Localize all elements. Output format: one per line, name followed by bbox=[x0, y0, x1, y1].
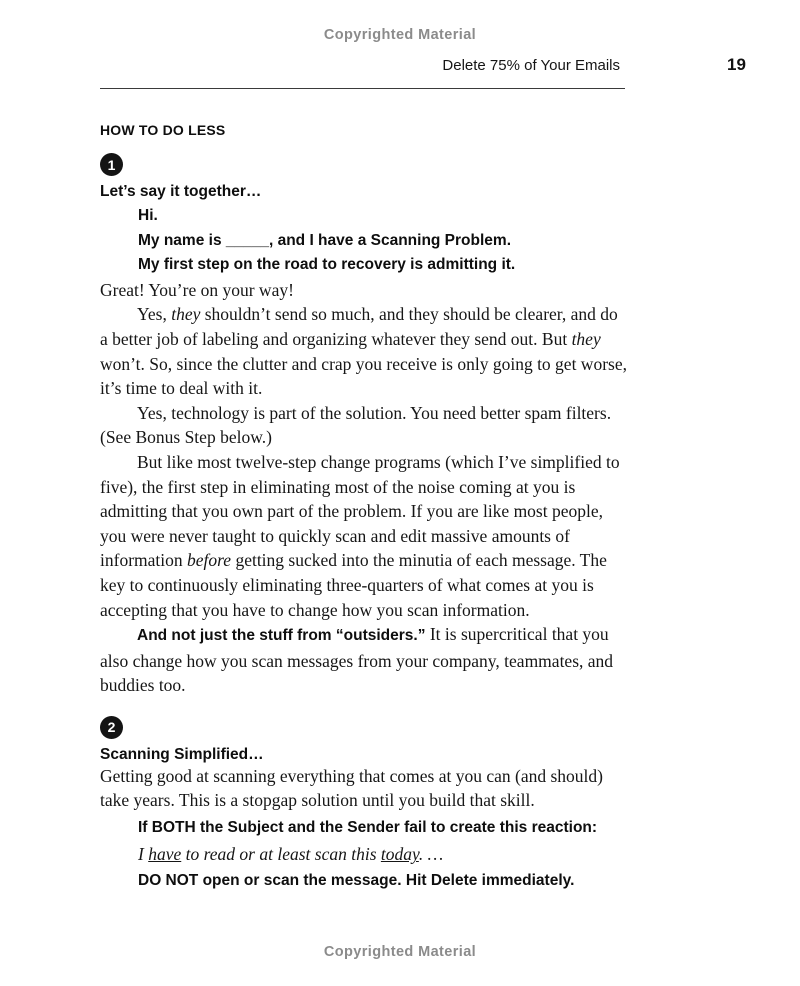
paragraph bbox=[100, 622, 629, 698]
paragraph: Getting good at scanning everything that comes at you can (and should) take years. This is a stopgap solution until you build that skill. bbox=[100, 765, 603, 811]
step-2-title: Scanning Simplified… bbox=[100, 745, 264, 763]
step-1-badge: 1 bbox=[100, 153, 123, 176]
rule-condition: If BOTH the Subject and the Sender fail to create this reaction: bbox=[138, 819, 598, 837]
text-run: shouldn’t send so much, and they should be clearer, and do a better job of labeling and organizing whatever they send out. But bbox=[100, 304, 618, 349]
paragraph: Great! You’re on your way! bbox=[100, 279, 294, 300]
mantra-line: Hi. bbox=[138, 207, 158, 224]
paragraph: Yes, technology is part of the solution. You need better spam filters. (See Bonus Step below.) bbox=[100, 402, 612, 448]
italic-text-run: they bbox=[571, 328, 601, 349]
mantra-line: My first step on the road to recovery is admitting it. bbox=[138, 256, 516, 274]
step-2-badge: 2 bbox=[100, 716, 123, 739]
copyright-notice-bottom: Copyrighted Material bbox=[323, 944, 477, 960]
text-run: It is supercritical that you also change how you scan messages from your company, teammates, and buddies too. bbox=[100, 624, 614, 696]
rule-action: DO NOT open or scan the message. Hit Delete immediately. bbox=[138, 871, 575, 889]
text-run: But like most twelve-step change programs (which I’ve simplified to five), the first step in eliminating most of the noise coming at you is admitting that you own part of the problem. If you are like most people, you were never taught to quickly scan and edit massive amounts of information bbox=[100, 451, 620, 571]
text-run: to read or at least scan this bbox=[181, 844, 381, 865]
scanning-rules-block bbox=[100, 815, 629, 894]
text-run: getting sucked into the minutia of each message. The key to continuously eliminating three-quarters of what comes at you is accepting that you have to change how you scan information. bbox=[100, 550, 607, 620]
text-run: . … bbox=[418, 844, 444, 865]
text-run: won’t. So, since the clutter and crap you receive is only going to get worse, it’s time to deal with it. bbox=[100, 353, 627, 399]
header-rule bbox=[100, 88, 625, 89]
underlined-text-run: have bbox=[148, 844, 182, 865]
running-header-title: Delete 75% of Your Emails bbox=[442, 57, 620, 74]
copyright-notice-top: Copyrighted Material bbox=[323, 27, 477, 43]
italic-text-run: before bbox=[187, 550, 232, 571]
text-run: Yes, bbox=[137, 304, 172, 325]
text-run: I bbox=[138, 844, 149, 865]
paragraph bbox=[100, 450, 629, 622]
bold-lead-in: And not just the stuff from “outsiders.” bbox=[137, 627, 426, 645]
section-heading: HOW TO DO LESS bbox=[100, 122, 226, 138]
mantra-block bbox=[100, 204, 629, 278]
paragraph bbox=[100, 302, 629, 400]
mantra-line: My name is _____, and I have a Scanning Problem. bbox=[138, 231, 512, 249]
italic-text-run: they bbox=[171, 304, 201, 325]
reaction-phrase bbox=[138, 841, 629, 867]
step-1-title: Let’s say it together… bbox=[100, 183, 262, 200]
underlined-text-run: today bbox=[380, 844, 419, 865]
page-content bbox=[100, 122, 629, 894]
page-number: 19 bbox=[727, 55, 746, 74]
